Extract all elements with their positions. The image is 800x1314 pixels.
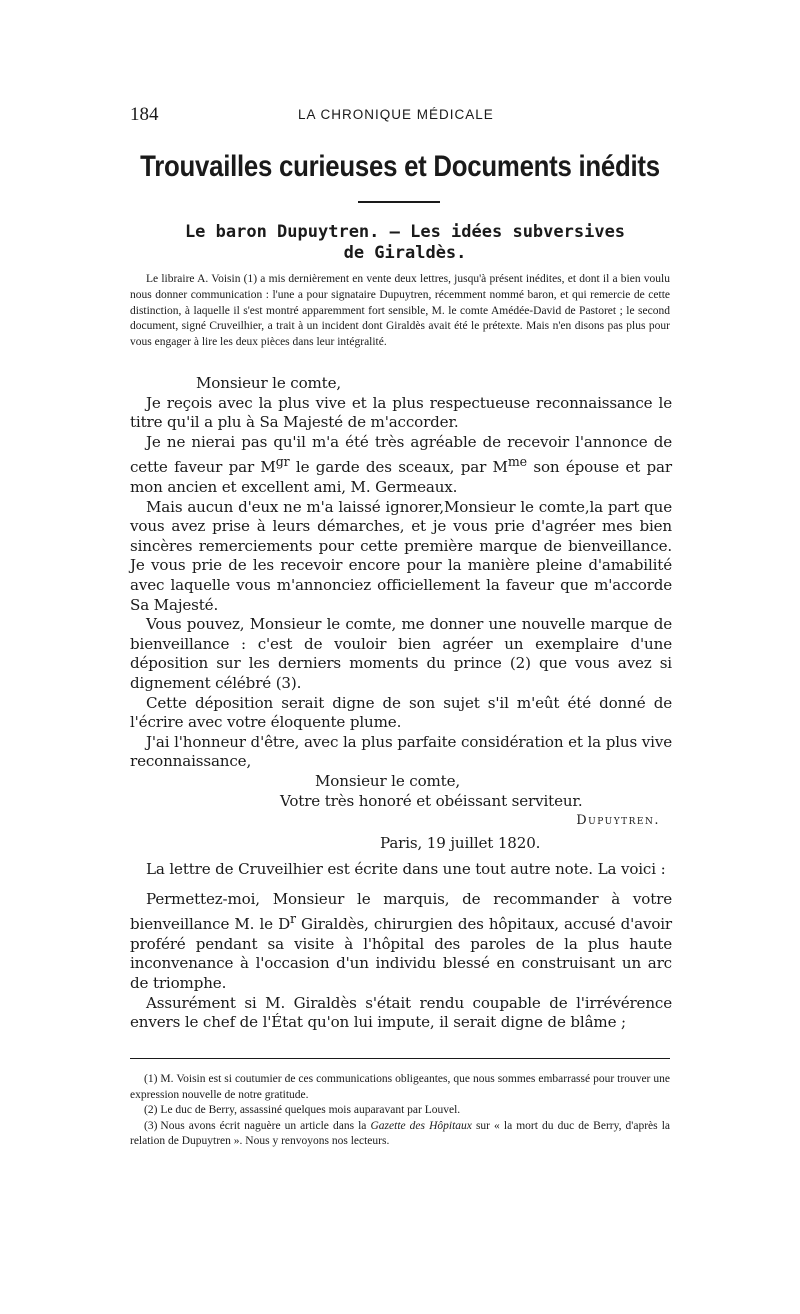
letter-dateline: Paris, 19 juillet 1820.: [380, 833, 541, 852]
letter-closing-1: Monsieur le comte,: [315, 771, 461, 790]
subtitle-line-1: Le baron Dupuytren. — Les idées subversives: [184, 222, 626, 242]
body-paragraph-2: [130, 890, 672, 994]
footnotes: [130, 1072, 670, 1150]
footnote-1-marker: (1): [144, 1073, 158, 1085]
footnote-3: [130, 1119, 670, 1150]
footnote-2: [130, 1103, 670, 1119]
page-number: 184: [130, 104, 159, 125]
footnote-divider: [130, 1058, 670, 1059]
letter-p2-superscript-2: me: [507, 454, 527, 470]
article-subtitle: [140, 222, 670, 264]
intro-paragraph: Le libraire A. Voisin (1) a mis dernièrement en vente deux lettres, jusqu'à présent inédites, et dont il a bien voulu nous donner communication : l'une a pour signataire Dupuytren, récemment nommé baron, et qui remercie de cette distinction, à laquelle il s'est montré apparemment fort sensible, M. le comte Amédée-David de Pastoret ; le second document, signé Cruveilhier, a trait à un incident dont Giraldès avait été le prétexte. Mais n'en disons pas plus pour vous engager à lire les deux pièces dans leur intégralité.: [130, 273, 670, 349]
letter-paragraph-6: J'ai l'honneur d'être, avec la plus parfaite considération et la plus vive reconnaissance,: [130, 732, 672, 771]
subtitle-line-2: de Giraldès.: [343, 243, 467, 263]
letter-paragraph-3: Mais aucun d'eux ne m'a laissé ignorer,Monsieur le comte,la part que vous avez prise à leurs démarches, et je vous prie d'agréer mes bien sincères remerciements pour cette première marque de bienveillance. Je vous prie de les recevoir encore pour la manière pleine d'amabilité avec laquelle vous m'annonciez officiellement la faveur que m'accorde Sa Majesté.: [130, 497, 672, 614]
footnote-3-journal: Gazette des Hôpitaux: [370, 1119, 472, 1132]
body-p2-part-b: Giraldès, chirurgien des hôpitaux, accusé d'avoir proféré pendant sa visite à l'hôpital des paroles de la plus haute inconvenance à l'occasion d'un individu blessé en construisant un arc de triomphe.: [130, 915, 672, 992]
letter-p2-part-b: le garde des sceaux, par M: [289, 458, 508, 477]
letter-p2-superscript-1: gr: [275, 454, 290, 470]
letter-paragraph-4: Vous pouvez, Monsieur le comte, me donner une nouvelle marque de bienveillance : c'est de vouloir bien agréer un exemplaire d'une déposition sur les derniers moments du prince (2) que vous avez si dignement célébré (3).: [130, 615, 672, 692]
footnote-3-text-a: Nous avons écrit naguère un article dans la: [160, 1119, 371, 1132]
section-title: Trouvailles curieuses et Documents inédits: [140, 150, 660, 183]
letter-p2-part-c: son épouse et par mon ancien et excellent ami, M. Germeaux.: [130, 458, 672, 496]
running-title: LA CHRONIQUE MÉDICALE: [298, 107, 494, 122]
letter-paragraph-1: Je reçois avec la plus vive et la plus respectueuse reconnaissance le titre qu'il a plu à Sa Majesté de m'accorder.: [130, 393, 672, 432]
letter-closing-2: Votre très honoré et obéissant serviteur.: [280, 791, 583, 810]
footnote-1-text: M. Voisin est si coutumier de ces communications obligeantes, que nous sommes embarrassé pour trouver une expression nouvelle de notre gratitude.: [130, 1073, 670, 1101]
dupuytren-letter: [130, 374, 672, 853]
letter-paragraph-5: Cette déposition serait digne de son sujet s'il m'eût été donné de l'écrire avec votre éloquente plume.: [130, 693, 672, 732]
letter-salutation: Monsieur le comte,: [196, 374, 342, 392]
body-p2-superscript: r: [290, 911, 296, 927]
cruveilhier-section: [130, 860, 672, 1033]
footnote-2-text: Le duc de Berry, assassiné quelques mois auparavant par Louvel.: [160, 1104, 461, 1116]
footnote-2-marker: (2): [144, 1104, 158, 1116]
body-paragraph-3: Assurément si M. Giraldès s'était rendu coupable de l'irrévérence envers le chef de l'État qu'on lui impute, il serait digne de blâme ;: [130, 993, 672, 1032]
letter-p2-part-a: Je ne nierai pas qu'il m'a été très agréable de recevoir l'annonce de cette faveur par M: [130, 432, 672, 477]
footnote-3-text-b: sur « la mort du duc de Berry, d'après la relation de Dupuytren ». Nous y renvoyons nos lecteurs.: [130, 1119, 670, 1147]
body-p2-part-a: Permettez-moi, Monsieur le marquis, de recommander à votre bienveillance M. le D: [130, 889, 672, 934]
letter-paragraph-2: [130, 433, 672, 498]
body-paragraph-1: La lettre de Cruveilhier est écrite dans une tout autre note. La voici :: [146, 860, 666, 878]
title-divider: [358, 201, 440, 203]
page-header: [130, 104, 670, 128]
footnote-1: [130, 1072, 670, 1103]
footnote-3-marker: (3): [144, 1119, 158, 1132]
letter-signature: Dupuytren.: [576, 813, 660, 829]
